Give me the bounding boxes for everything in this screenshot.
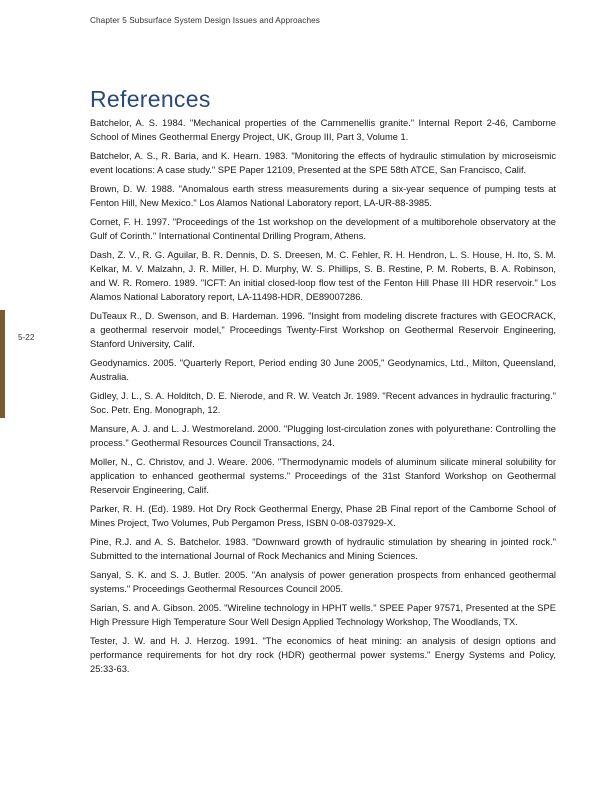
reference-entry: Sanyal, S. K. and S. J. Butler. 2005. "An analysis of power generation prospects from enhanced geothermal systems." Proceedings Geothermal Resources Council 2005.	[90, 570, 556, 594]
reference-entry: Tester, J. W. and H. J. Herzog. 1991. "The economics of heat mining: an analysis of design options and performance requirements for hot dry rock (HDR) geothermal power systems." Energy Systems and Policy, 25:33-63.	[90, 636, 556, 674]
margin-accent-bar	[0, 310, 5, 418]
reference-entry: Batchelor, A. S. 1984. "Mechanical properties of the Carnmenellis granite." Internal Report 2-46, Camborne School of Mines Geothermal Energy Project, UK, Group III, Part 3, Volume 1.	[90, 118, 556, 142]
reference-entry: Gidley, J. L., S. A. Holditch, D. E. Nierode, and R. W. Veatch Jr. 1989. "Recent advances in hydraulic fracturing." Soc. Petr. Eng. Monograph, 12.	[90, 391, 556, 415]
reference-entry: Dash, Z. V., R. G. Aguilar, B. R. Dennis, D. S. Dreesen, M. C. Fehler, R. H. Hendron, L. S. House, H. Ito, S. M. Kelkar, M. V. Malzahn, J. R. Miller, H. D. Murphy, W. S. Phillips, S. B. Restine, P. M. Roberts, B. A. Robinson, and W. R. Romero. 1989. "ICFT: An initial closed-loop flow test of the Fenton Hill Phase III HDR reservoir." Los Alamos National Laboratory report, LA-11498-HDR, DE89007286.	[90, 250, 556, 302]
reference-entry: Geodynamics. 2005. "Quarterly Report, Period ending 30 June 2005," Geodynamics, Ltd., Milton, Queensland, Australia.	[90, 358, 556, 382]
reference-entry: Batchelor, A. S., R. Baria, and K. Hearn. 1983. "Monitoring the effects of hydraulic stimulation by microseismic event locations: A case study." SPE Paper 12109, Presented at the SPE 58th ATCE, San Francisco, Calif.	[90, 151, 556, 175]
reference-entry: Pine, R.J. and A. S. Batchelor. 1983. "Downward growth of hydraulic stimulation by shearing in jointed rock." Submitted to the international Journal of Rock Mechanics and Mining Sciences.	[90, 537, 556, 561]
section-title: References	[90, 86, 211, 112]
reference-entry: Mansure, A. J. and L. J. Westmoreland. 2000. "Plugging lost-circulation zones with polyurethane: Controlling the process." Geothermal Resources Council Transactions, 24.	[90, 424, 556, 448]
reference-entry: Cornet, F. H. 1997. "Proceedings of the 1st workshop on the development of a multiborehole observatory at the Gulf of Corinth." International Continental Drilling Program, Athens.	[90, 217, 556, 241]
reference-list	[90, 116, 556, 681]
reference-entry: Sarian, S. and A. Gibson. 2005. "Wireline technology in HPHT wells." SPEE Paper 97571, Presented at the SPE High Pressure High Temperature Sour Well Design Applied Technology Workshop, The Woodlands, TX.	[90, 603, 556, 627]
reference-entry: Brown, D. W. 1988. "Anomalous earth stress measurements during a six-year sequence of pumping tests at Fenton Hill, New Mexico." Los Alamos National Laboratory report, LA-UR-88-3985.	[90, 184, 556, 208]
running-header: Chapter 5 Subsurface System Design Issues and Approaches	[90, 16, 320, 25]
page-number: 5-22	[18, 333, 35, 342]
reference-entry: DuTeaux R., D. Swenson, and B. Hardeman. 1996. "Insight from modeling discrete fractures with GEOCRACK, a geothermal reservoir model," Proceedings Twenty-First Workshop on Geothermal Reservoir Engineering, Stanford University, Calif.	[90, 311, 556, 349]
reference-entry: Moller, N., C. Christov, and J. Weare. 2006. "Thermodynamic models of aluminum silicate mineral solubility for application to enhanced geothermal systems." Proceedings of the 31st Stanford Workshop on Geothermal Reservoir Engineering, Calif.	[90, 457, 556, 495]
reference-entry: Parker, R. H. (Ed). 1989. Hot Dry Rock Geothermal Energy, Phase 2B Final report of the Camborne School of Mines Project, Two Volumes, Pub Pergamon Press, ISBN 0-08-037929-X.	[90, 504, 556, 528]
